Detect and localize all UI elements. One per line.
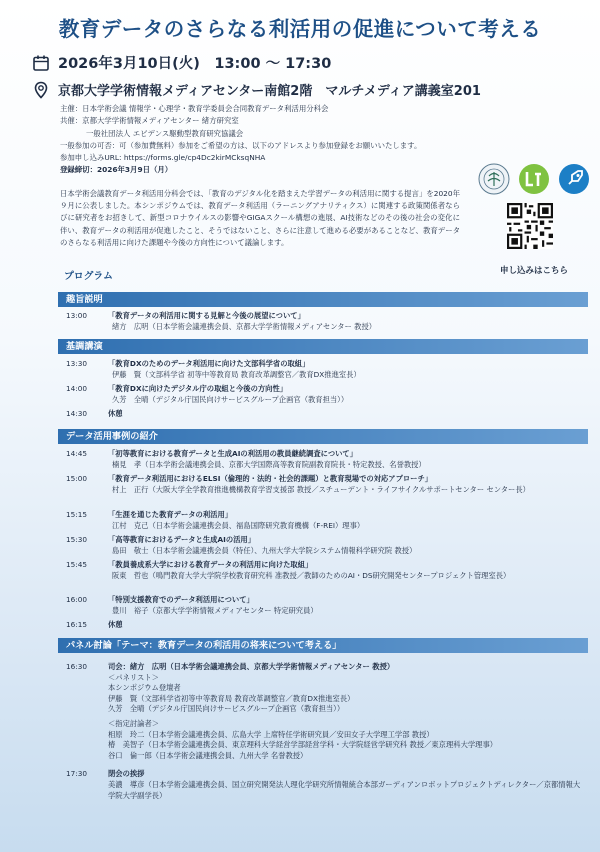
logo-group (478, 163, 590, 203)
closing-time: 17:30 (66, 769, 88, 779)
item-speaker: 久芳 全晴（デジタル庁国民向けサービスグループ企画官（教育担当）） (112, 394, 349, 404)
program-item (66, 384, 586, 405)
admission-note: 一般参加の可否：可（参加費無料）参加をご希望の方は、以下のアドレスより参加登録をお願いいたします。 (60, 140, 422, 150)
program-item (66, 474, 586, 495)
program-item (66, 409, 586, 420)
panel-discussion (66, 662, 586, 801)
item-title: 「教育データの利活用に関する見解と今後の展望について」 (108, 311, 305, 320)
closing-speaker: 美濃 導彦（日本学術会議連携会員、国立研究開発法人理化学研究所情報統合本部ガーディアンロボットプロジェクトディレクター／京都情報大学院大学副学長） (108, 779, 581, 800)
discussant: 谷口 倫一郎（日本学術会議連携会員、九州大学 名誉教授） (108, 750, 308, 760)
item-time: 16:00 (66, 595, 88, 604)
item-time: 16:15 (66, 620, 88, 629)
section-cases: データ活用事例の紹介 (58, 429, 588, 444)
item-title: 「生涯を通じた教育データの利活用」 (108, 510, 233, 519)
item-title: 「特別支援教育でのデータ利活用について」 (108, 595, 254, 604)
program-item (66, 449, 586, 470)
item-speaker: 豊川 裕子（京都大学学術情報メディアセンター 特定研究員） (112, 605, 318, 615)
section-panel: パネル討論「テーマ：教育データの利活用の将来について考える」 (58, 638, 588, 653)
apply-link[interactable]: 申し込みはこちら (499, 266, 568, 276)
rocket-logo (558, 163, 590, 195)
item-speaker: 江村 克己（日本学術会議連携会員、福島国際研究教育機構（F-REI）理事） (112, 520, 365, 530)
item-speaker: 阪東 哲也（鳴門教育大学大学院学校教育研究科 准教授／教師のためのAI・DS研究開発センタープロジェクト管理室長） (112, 570, 511, 580)
item-time: 15:30 (66, 535, 88, 544)
item-time: 14:00 (66, 384, 88, 393)
program-item (66, 620, 586, 631)
let-logo (518, 163, 550, 195)
event-details (60, 103, 421, 177)
item-speaker: 村上 正行（大阪大学全学教育推進機構教育学習支援部 教授／スチューデント・ライフサイクルサポートセンター センター長） (112, 484, 530, 494)
item-title: 休憩 (108, 409, 123, 418)
program-item (66, 359, 586, 380)
item-time: 13:00 (66, 311, 88, 320)
discussant: 椿 美智子（日本学術会議連携会員、東京理科大学経営学部経営学科・大学院経営学研究科 教授／東京理科大学理事） (108, 740, 498, 750)
item-time: 15:00 (66, 474, 88, 483)
venue-row (32, 80, 481, 99)
cohost: 共催：京都大学学術情報メディアセンター 緒方研究室 (60, 116, 239, 126)
item-speaker: 緒方 広明（日本学術会議連携会員、京都大学学術情報メディアセンター 教授） (112, 321, 377, 331)
panel-time: 16:30 (66, 662, 88, 671)
item-speaker: 楠見 孝（日本学術会議連携会員、京都大学国際高等教育院副教育院長・特定教授、名誉教授） (112, 459, 426, 469)
panelist: 久芳 全晴（デジタル庁国民向けサービスグループ企画官（教育担当）） (108, 704, 345, 714)
event-date: 2026年3月10日(火) 13:00 ～ 17:30 (58, 56, 332, 72)
qr-code[interactable] (507, 203, 553, 249)
item-speaker: 伊藤 賢（文部科学省 初等中等教育局 教育改革調整官／教育DX推進室長） (112, 369, 361, 379)
intro-paragraph: 日本学術会議教育データ利活用分科会では、「教育のデジタル化を踏まえた学習データの利活用に関する提言」を2020年９月に公表しました。本シンポジウムでは、教育データ利活用（ラーニングアナリティクス）に関連する政策関係者ならびに研究者をお招きして、新型コロナウイルスの影響やGIGAスクール構想の進展、AI技術などのその後の社会の変化に伴い、教育データの利活用が促進したこと、そうではないこと、さらに注意して進める必要があることなど、教育データのさらなる利活用に向けた課題や今後の方向性について議論します。 (60, 189, 460, 247)
calendar-icon (32, 54, 50, 72)
item-title: 「教育DXに向けたデジタル庁の取組と今後の方向性」 (108, 384, 288, 393)
program-item (66, 311, 586, 332)
item-title: 「高等教育におけるデータと生成AIの活用」 (108, 535, 256, 544)
program-heading: プログラム (64, 271, 113, 282)
registration-deadline: 登録締切：2026年3月9日（月） (60, 165, 173, 175)
item-time: 15:45 (66, 560, 88, 569)
item-time: 15:15 (66, 510, 88, 519)
program-item (66, 535, 586, 556)
item-title: 「教員養成系大学における教育データの利活用に向けた取組」 (108, 560, 313, 569)
item-time: 14:30 (66, 409, 88, 418)
item-title: 「初等教育における教育データと生成AIの利活用の教員継続調査について」 (108, 449, 358, 458)
discussant: 相原 玲二（日本学術会議連携会員、広島大学 上席特任学術研究員／安田女子大学理工学部 教授） (108, 729, 434, 739)
page-title: 教育データのさらなる利活用の促進について考える (58, 17, 542, 41)
item-speaker: 島田 敬士（日本学術会議連携会員（特任）、九州大学大学院システム情報科学研究院 教授） (112, 545, 417, 555)
registration-url[interactable]: 参加申し込みURL: https://forms.gle/cp4Dc2kirMCksqNHA (60, 153, 266, 163)
discussants-heading: ＜指定討論者＞ (108, 718, 160, 728)
program-item (66, 510, 586, 531)
item-title: 「教育データ利活用におけるELSI（倫理的・法的・社会的課題）と教育現場での対応アプローチ」 (108, 474, 433, 483)
panelist: 伊藤 賢（文部科学省初等中等教育局 教育改革調整官／教育DX推進室長） (108, 693, 355, 703)
cohost-second: 一般社団法人 エビデンス駆動型教育研究協議会 (86, 128, 244, 138)
location-pin-icon (32, 81, 50, 99)
section-topic: 趣旨説明 (58, 292, 588, 307)
panelists-heading: ＜パネリスト＞ (108, 672, 159, 682)
organizer: 主催：日本学術会議 情報学・心理学・教育学委員会合同教育データ利活用分科会 (60, 104, 329, 113)
panel-moderator: 司会：緒方 広明（日本学術会議連携会員、京都大学学術情報メディアセンター 教授） (108, 662, 395, 671)
section-keynote: 基調講演 (58, 339, 588, 354)
event-venue: 京都大学学術情報メディアセンター南館2階 マルチメディア講義室201 (58, 84, 481, 99)
panelists-note: 本シンポジウム登壇者 (108, 683, 181, 693)
item-time: 13:30 (66, 359, 88, 368)
item-title: 休憩 (108, 620, 123, 629)
item-time: 14:45 (66, 449, 88, 458)
item-title: 「教育DXのためのデータ利活用に向けた文部科学省の取組」 (108, 359, 310, 368)
program-item (66, 560, 586, 581)
program-item (66, 595, 586, 616)
closing-title: 閉会の挨拶 (108, 769, 145, 779)
university-seal-logo (478, 163, 510, 195)
date-row (32, 52, 331, 73)
